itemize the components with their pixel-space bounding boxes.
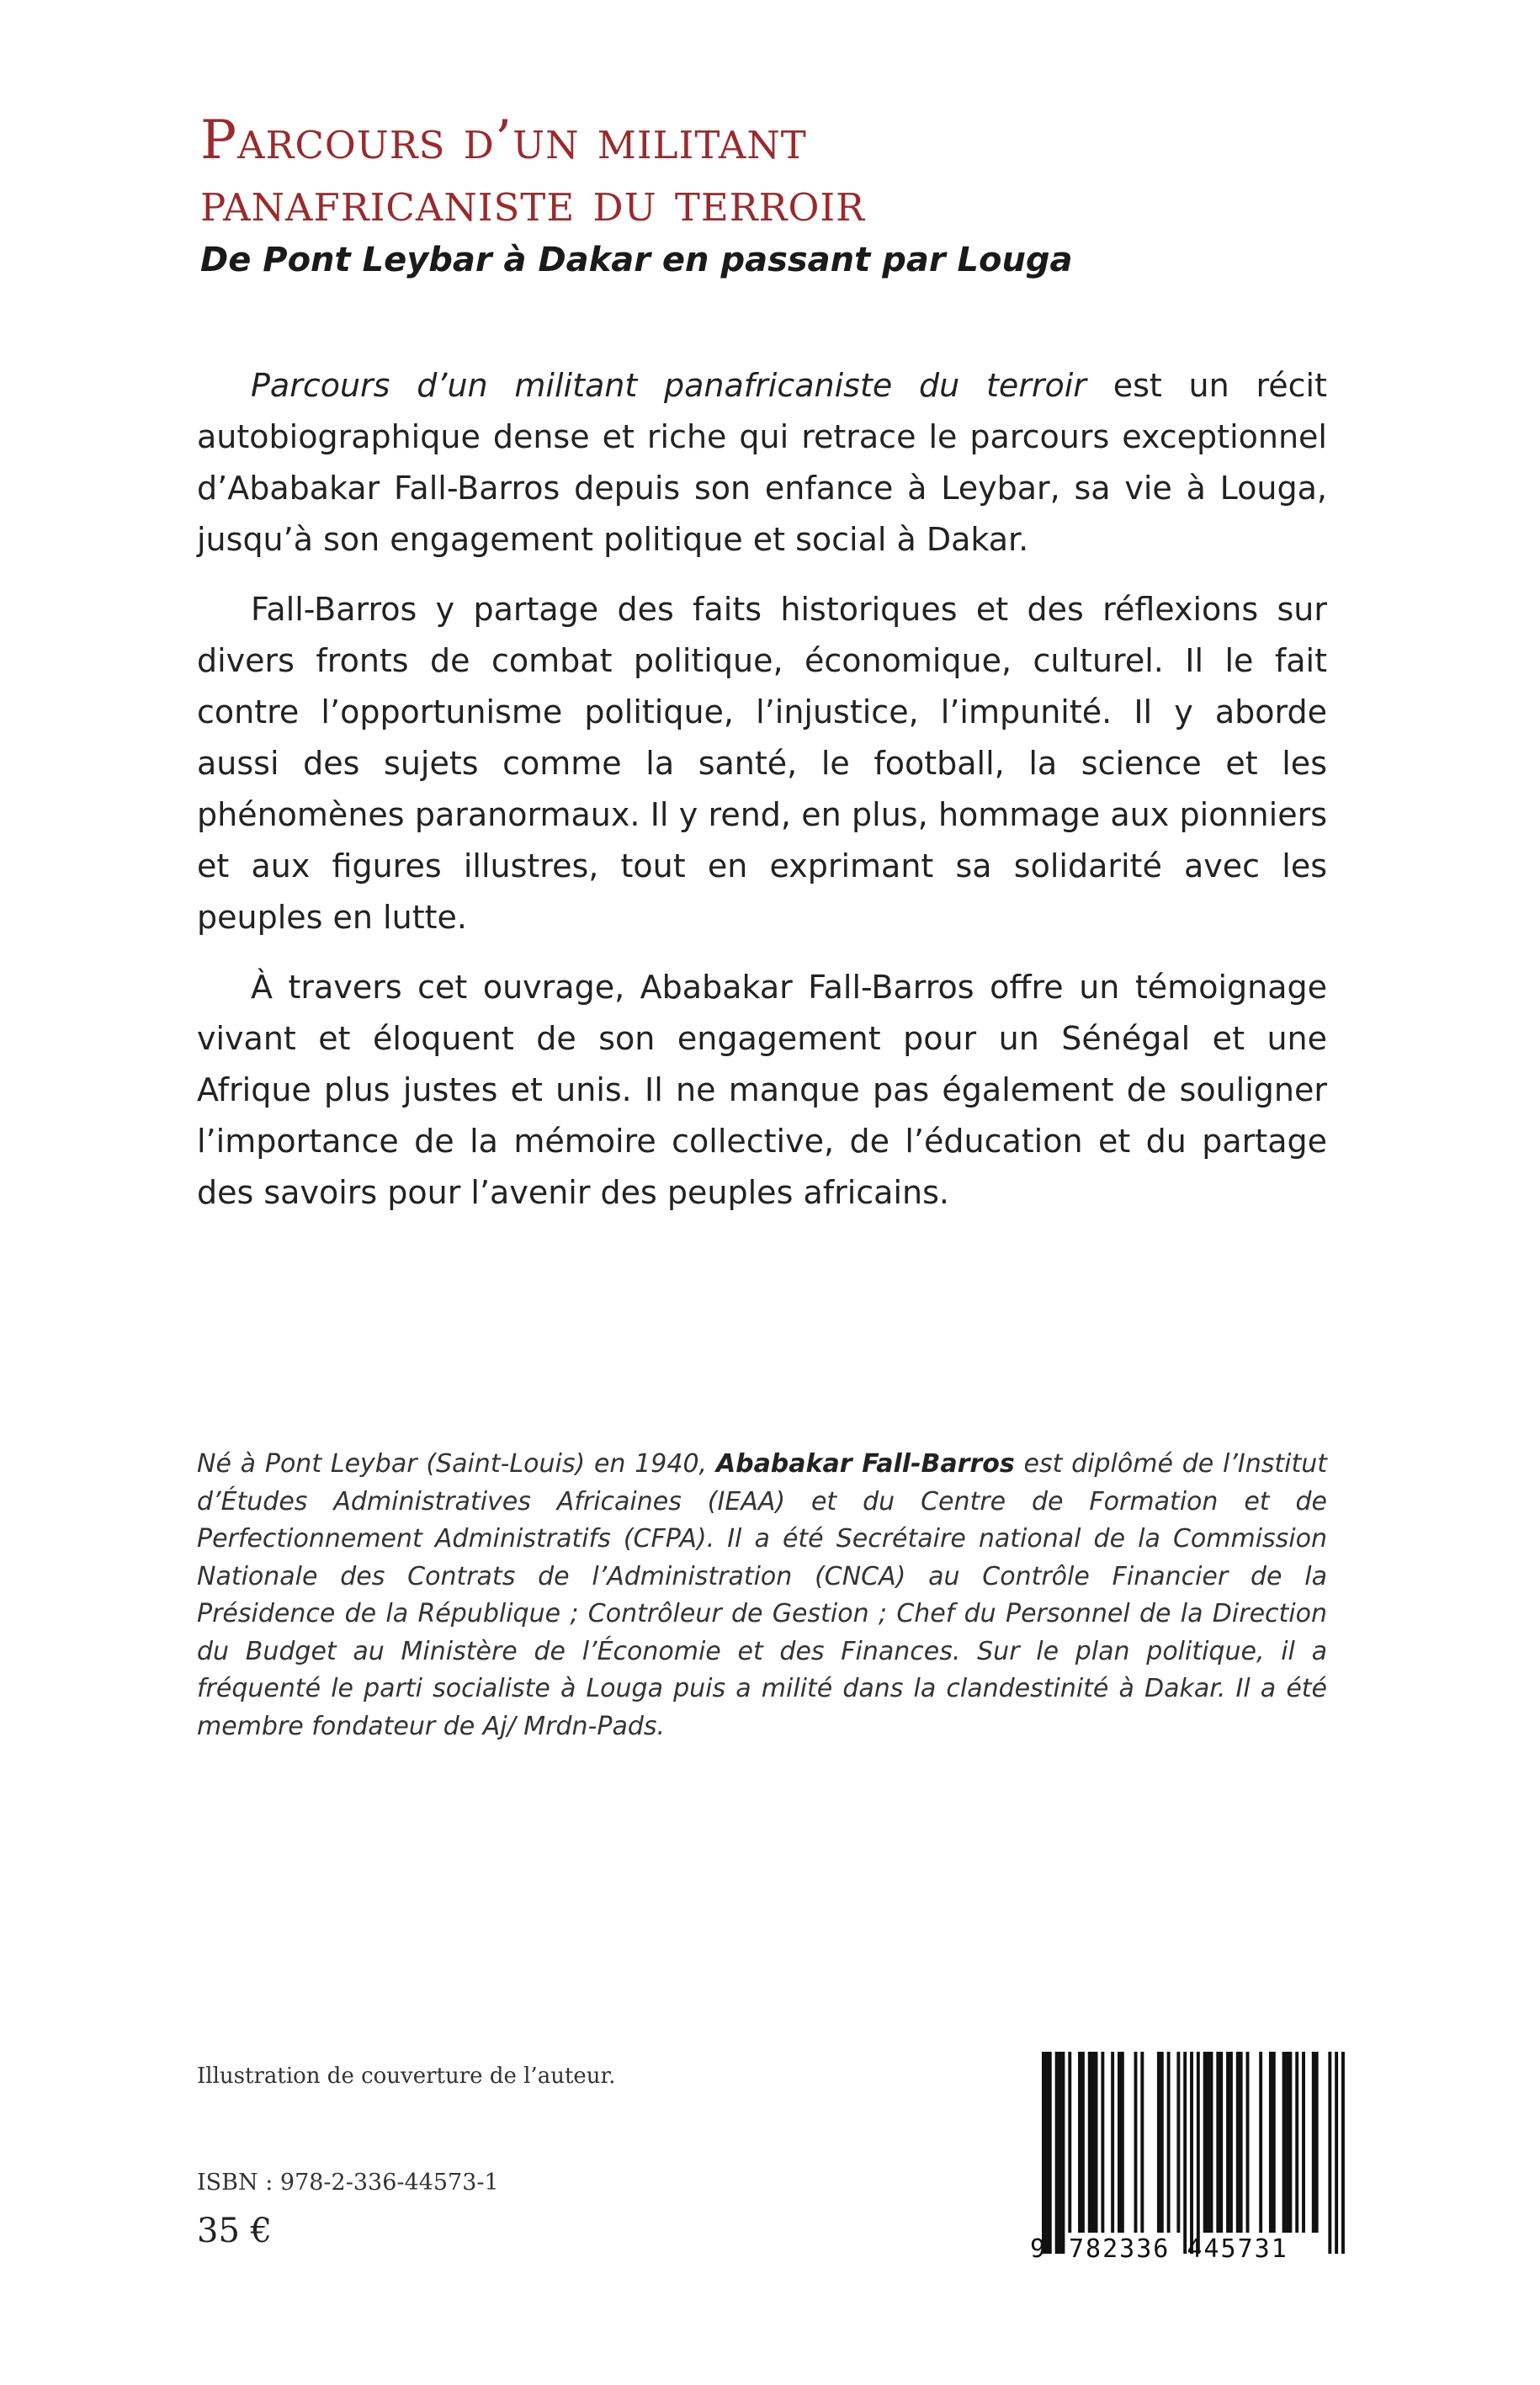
summary-paragraph-2: Fall-Barros y partage des faits historiques et des réflexions sur divers fronts de combat politique, économique, culturel. Il le fait contre l’opportunisme politique, l’injustice, l’impunité. Il y aborde aussi des sujets comme la santé, le football, la science et les phénomènes paranormaux. Il y rend, en plus, hommage aux pionniers et aux figures illustres, tout en exprimant sa solidarité avec les peuples en lutte.	[197, 591, 1327, 936]
barcode-bar	[1302, 2052, 1305, 2233]
barcode-bar	[1157, 2052, 1164, 2233]
barcode-bar	[1078, 2052, 1085, 2233]
book-title-line-2: panafricaniste du terroir	[200, 172, 866, 234]
barcode-bar	[1282, 2052, 1293, 2233]
barcode-bar	[1236, 2052, 1243, 2233]
barcode-bar	[1042, 2052, 1052, 2254]
barcode-bar	[1118, 2052, 1124, 2233]
illustration-credit: Illustration de couverture de l’auteur.	[197, 2064, 616, 2089]
author-name: Ababakar Fall-Barros	[715, 1449, 1015, 1479]
barcode-bar	[1226, 2052, 1233, 2233]
barcode-bar	[1140, 2052, 1144, 2233]
isbn: ISBN : 978-2-336-44573-1	[197, 2170, 499, 2196]
barcode-bar	[1259, 2052, 1262, 2233]
author-bio	[197, 1446, 1327, 1745]
book-title-line-1: Parcours d’un militant	[200, 109, 807, 172]
summary	[197, 360, 1327, 1237]
barcode-lead-digit: 9	[1030, 2234, 1046, 2264]
summary-title-reference: Parcours d’un militant panafricaniste du terroir	[251, 367, 1086, 404]
barcode-bar	[1197, 2052, 1200, 2254]
barcode-digits: 782336 445731	[1069, 2234, 1288, 2264]
barcode-bar	[1055, 2052, 1065, 2254]
barcode-bar	[1312, 2052, 1319, 2233]
barcode-bar	[1341, 2052, 1345, 2254]
barcode-bar	[1246, 2052, 1250, 2233]
barcode-bar	[1068, 2052, 1071, 2233]
barcode-bar	[1203, 2052, 1213, 2233]
book-subtitle: De Pont Leybar à Dakar en passant par Louga	[200, 241, 1073, 279]
summary-paragraph-1-text: est un récit autobiographique dense et riche qui retrace le parcours exceptionnel d’Ababakar Fall-Barros depuis son enfance à Leybar, sa vie à Louga, jusqu’à son engagement politique et social à Dakar.	[197, 367, 1328, 558]
price: 35 €	[197, 2212, 273, 2250]
author-bio-intro: Né à Pont Leybar (Saint-Louis) en 1940,	[197, 1449, 716, 1479]
barcode-bar	[1101, 2052, 1104, 2233]
title-block	[200, 109, 1378, 279]
barcode-bar	[1190, 2052, 1193, 2254]
barcode-bar	[1216, 2052, 1223, 2233]
barcode-bar	[1134, 2052, 1138, 2233]
barcode-bar	[1111, 2052, 1114, 2233]
barcode-bar	[1088, 2052, 1098, 2233]
barcode-bar	[1335, 2052, 1338, 2254]
barcode-bar	[1269, 2052, 1276, 2233]
barcode-bar	[1183, 2052, 1187, 2254]
barcode-bar	[1176, 2052, 1180, 2233]
barcode-bar	[1167, 2052, 1171, 2233]
author-bio-text: est diplômé de l’Institut d’Études Administratives Africaines (IEAA) et du Centre de Formation et de Perfectionnement Administratifs (CFPA). Il a été Secrétaire national de la Commission Nationale des Contrats de l’Administration (CNCA) au Contrôle Financier de la Présidence de la République ; Contrôleur de Gestion ; Chef du Personnel de la Direction du Budget au Ministère de l’Économie et des Finances. Sur le plan politique, il a fréquenté le parti socialiste à Louga puis a milité dans la clandestinité à Dakar. Il a été membre fondateur de Aj/ Mrdn-Pads.	[197, 1449, 1327, 1741]
barcode-bar	[1295, 2052, 1298, 2233]
summary-paragraph-1	[197, 360, 1327, 566]
barcode-bar	[1328, 2052, 1331, 2254]
summary-paragraph-3: À travers cet ouvrage, Ababakar Fall-Barros offre un témoignage vivant et éloquent de son engagement pour un Sénégal et une Afrique plus justes et unis. Il ne manque pas également de souligner l’importance de la mémoire collective, de l’éducation et du partage des savoirs pour l’avenir des peuples africains.	[197, 969, 1327, 1211]
